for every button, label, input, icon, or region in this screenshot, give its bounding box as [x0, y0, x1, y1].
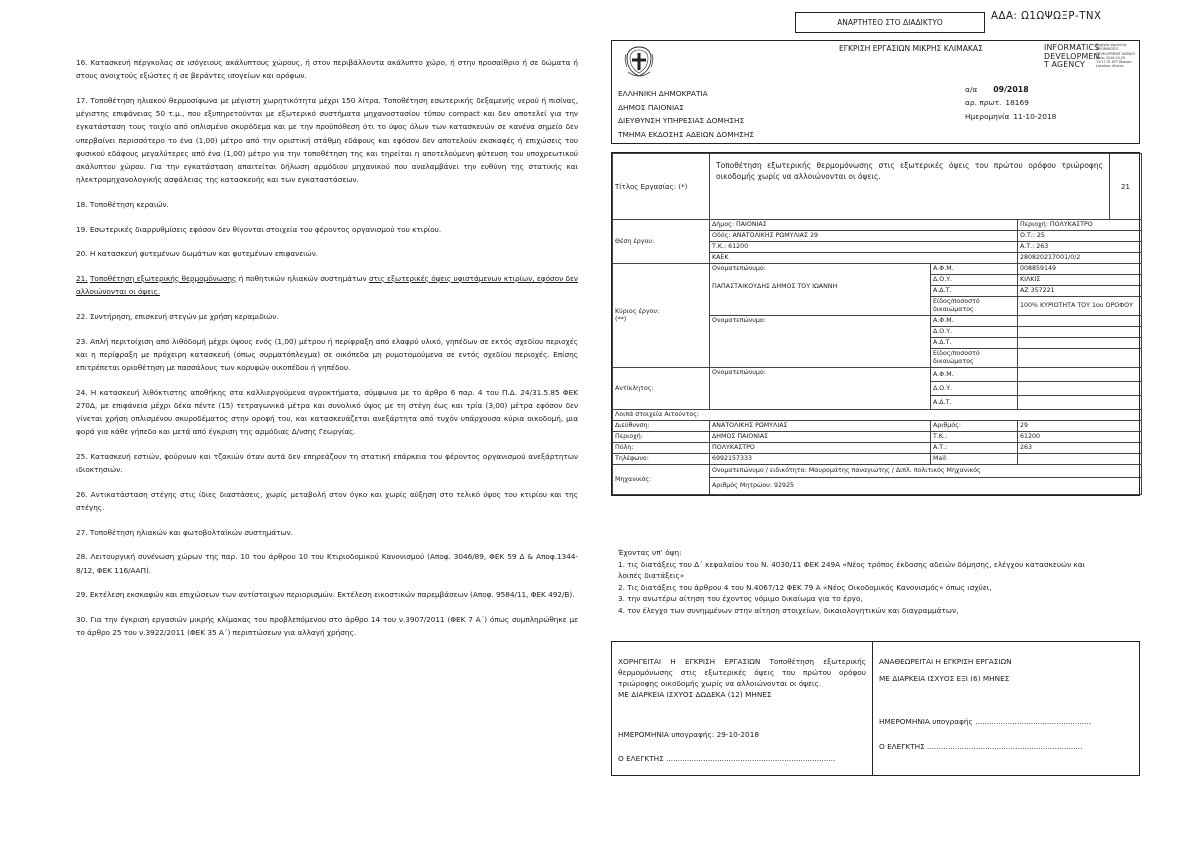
owner-name-value: ΠΑΠΑΣΤΑΙΚΟΥΔΗΣ ΔΗΜΟΣ ΤΟΥ ΙΩΑΝΝΗ [712, 283, 838, 290]
item-18: 18. Τοποθέτηση κεραιών. [76, 199, 169, 209]
agent-label: Αντίκλητος: [613, 368, 710, 410]
owner-afm-value: 008859149 [1018, 264, 1142, 275]
location-tk: Τ.Κ.: 61200 [710, 242, 1018, 253]
engineer-name: Ονοματεπώνυμο / ειδικότητα: Μαυρομάτης παναγιώτης / Διπλ. πολιτικός Μηχανικός [710, 465, 1142, 478]
work-title-text: Τοποθέτηση εξωτερικής θερμομόνωσης στις εξωτερικές όψεις του πρώτου ορόφου τριώροφης οικοδομής χωρίς να αλλοιώνονται οι όψεις. [710, 154, 1110, 220]
org-line: ΔΗΜΟΣ ΠΑΙΟΝΙΑΣ [618, 102, 684, 112]
signing-agency [1044, 44, 1100, 70]
signature-box [611, 641, 1140, 776]
owner-label-text: Κύριος έργου: [615, 307, 660, 315]
approval-inspector: Ο ΕΛΕΓΚΤΗΣ ......................................................................... [618, 754, 836, 763]
approval-validity: ΜΕ ΔΙΑΡΚΕΙΑ ΙΣΧΥΟΣ ΔΩΔΕΚΑ (12) ΜΗΝΕΣ [618, 690, 772, 699]
owner-note: (**) [615, 315, 627, 323]
agent-adt-value [1018, 396, 1142, 410]
ada-code: ΑΔΑ: Ω1ΩΨΩΞΡ-ΤΝΧ [991, 11, 1102, 22]
owner-adt-label: Α.Δ.Τ. [931, 286, 1018, 297]
owner2-afm-value [1018, 316, 1142, 327]
location-street: Οδός: ΑΝΑΤΟΛΙΚΗΣ ΡΩΜΥΛΙΑΣ 29 [710, 231, 1018, 242]
owner2-name-label: Ονοματεπώνυμο: [710, 316, 931, 368]
considering-item: λοιπές διατάξεις» [618, 571, 685, 581]
agent-afm-value [1018, 368, 1142, 382]
revision-validity: ΜΕ ΔΙΑΡΚΕΙΑ ΙΣΧΥΟΣ ΕΞΙ (6) ΜΗΝΕΣ [879, 674, 1010, 683]
item-21-num: 21. [76, 273, 88, 283]
aa-label: α/α [965, 85, 978, 94]
kaek-value: 280820217001/0/2 [1018, 253, 1142, 264]
publish-stamp: ΑΝΑΡΤΗΤΕΟ ΣΤΟ ΔΙΑΔΙΚΤΥΟ [795, 12, 985, 33]
contact-address-value: ΑΝΑΤΟΛΙΚΗΣ ΡΩΜΥΛΙΑΣ [710, 421, 931, 432]
location-ot: Ο.Τ.: 25 [1018, 231, 1142, 242]
approval-date: ΗΜΕΡΟΜΗΝΙΑ υπογραφής: 29-10-2018 [618, 730, 759, 739]
contact-at-label: Α.Τ.: [931, 443, 1018, 454]
item-17: 17. Τοποθέτηση ηλιακού θερμοσίφωνα με μέγιστη χωρητικότητα μέχρι 150 λίτρα. Τοποθέτηση εσωτερικής δεξαμενής νερού ή πισίνας, μέγιστης επιφάνειας 50 τ.μ., που εξυπηρετούνται με εξωτερικό συστήματα μηχανοστασίου τύπου compact και δεν αποτελεί για την εγκατάσταση τους τοιχίο από οπλισμένο σκυρόδεμα και με την προϋπόθεση ότι το ύψος όλων των κατασκευών σε κανένα σημείο δεν υπερβαίνει περισσότερο το ένα (1,00) μέτρο από την οριστική στάθμη εδάφους και εφόσον δεν αποτελούν εκσκαφές ή επιχώσεις του φυσικού εδάφους μεγαλύτερες από ένα (1,00) μέτρο για την τοποθέτηση της και τηρείται η αποτελούμενη φύτευση του υποχρεωτικού ακάλυπτου χώρου. Για την εγκατάσταση απαιτείται δήλωση αρμόδιου μηχανικού που αναλαμβάνει την ευθύνη της στατικής και ηλεκτρομηχανολογικής ασφάλειας της κατασκευής και των εγκαταστάσεων. [76, 95, 578, 185]
contact-phone-value: 6992157333 [710, 454, 931, 465]
considering-item: 3. την ανωτέρω αίτηση του έχοντος νόμιμο δικαίωμα για το έργο, [618, 594, 863, 604]
contact-title: Λοιπά στοιχεία Αιτούντος: [613, 410, 1142, 421]
contact-area-label: Περιοχή: [613, 432, 710, 443]
org-line: ΔΙΕΥΘΥΝΣΗ ΥΠΗΡΕΣΙΑΣ ΔΟΜΗΣΗΣ [618, 116, 745, 125]
owner-label [613, 264, 710, 368]
item-25: 25. Κατασκευή εστιών, φούρνων και τζακιών όταν αυτά δεν επηρεάζουν τη στατική επάρκεια του φέροντος οργανισμού ανεξάρτητων ιδιοκτησιών. [76, 451, 578, 475]
item-22: 22. Συντήρηση, επισκευή στεγών με χρήση κεραμιδιών. [76, 311, 279, 321]
contact-phone-label: Τηλέφωνο: [613, 454, 710, 465]
considering-title: Έχοντας υπ’ όψη: [618, 548, 682, 557]
owner-doy-label: Δ.Ο.Υ. [931, 275, 1018, 286]
org-line: ΕΛΛΗΝΙΚΗ ΔΗΜΟΚΡΑΤΙΑ [618, 89, 708, 98]
agent-adt-label: Α.Δ.Τ. [931, 396, 1018, 410]
agent-afm-label: Α.Φ.Μ. [931, 368, 1018, 382]
owner2-right-value [1018, 349, 1142, 368]
digital-signature-note: Digitally signed by INFORMATICS DEVELOPMENT AGENCY Date: 2018.10.29 13:17:31 EET Reason: Location: Athens [1096, 43, 1136, 69]
agency-line: T AGENCY [1044, 60, 1085, 70]
considering-item: 4. τον έλεγχο των συνημμένων στην αίτηση στοιχείων, δικαιολογητικών και διαγραμμάτων, [618, 605, 959, 615]
contact-area-value: ΔΗΜΟΣ ΠΑΙΟΝΙΑΣ [710, 432, 931, 443]
owner2-doy-label: Δ.Ο.Υ. [931, 327, 1018, 338]
contact-at-value: 263 [1018, 443, 1142, 454]
contact-number-label: Αριθμός: [931, 421, 1018, 432]
agent-doy-value [1018, 382, 1142, 396]
item-21-lead: Τοποθέτηση εξωτερικής θερμομόνωσης [89, 273, 237, 283]
agency-line: DEVELOPMEN [1044, 51, 1100, 61]
approval-text: ΧΟΡΗΓΕΙΤΑΙ Η ΕΓΚΡΙΣΗ ΕΡΓΑΣΙΩΝ Τοποθέτηση εξωτερικής θερμομόνωσης στις εξωτερικές όψεις του πρώτου ορόφου τριώροφης οικοδομής χωρίς να αλλοιώνονται οι όψεις. [618, 657, 866, 688]
aa-value: 09/2018 [993, 85, 1029, 94]
prot-value: 18169 [1005, 98, 1029, 108]
contact-city-value: ΠΟΛΥΚΑΣΤΡΟ [710, 443, 931, 454]
owner-doy-value: ΚΙΛΚΙΣ [1018, 275, 1142, 286]
owner-name-label: Ονοματεπώνυμο: [712, 265, 766, 272]
item-28: 28. Λειτουργική συνένωση χώρων της παρ. 10 του άρθρου 10 του Κτιριοδομικού Κανονισμού (Αποφ. 3046/89, ΦΕΚ 59 Δ & Αποφ.1344-8/12, ΦΕΚ 116/ΑΑΠ). [76, 552, 578, 575]
location-area: Περιοχή: ΠΟΛΥΚΑΣΤΡΟ [1018, 220, 1142, 231]
location-at: Α.Τ.: 263 [1018, 242, 1142, 253]
item-29: 29. Εκτέλεση εκσκαφών και επιχώσεων των αντίστοιχων περιορισμών. Εκτέλεση εικοστικών παρεμβάσεων (Αποφ. 9584/11, ΦΕΚ 492/Β). [76, 590, 575, 600]
contact-number-value: 29 [1018, 421, 1142, 432]
engineer-registry: Αριθμός Μητρώου: 92925 [710, 478, 1142, 495]
item-19: 19. Εσωτερικές διαρρυθμίσεις εφόσον δεν θίγονται στοιχεία του φέροντος οργανισμού του κτιρίου. [76, 224, 442, 234]
owner2-adt-label: Α.Δ.Τ. [931, 338, 1018, 349]
revision-column [873, 642, 1141, 775]
date-value: 11-10-2018 [1013, 111, 1057, 121]
contact-mail-label: Mail: [931, 454, 1018, 465]
left-column [76, 56, 578, 651]
organization-block [618, 87, 754, 141]
item-24: 24. Η κατασκευή λιθόκτιστης αποθήκης στα καλλιεργούμενα αγροκτήματα, σύμφωνα με το άρθρο 6 παρ. 4 του Π.Δ. 24/31.5.85 ΦΕΚ 270Δ, με επιφάνεια μέχρι δέκα πέντε (15) τετραγωνικά μέτρα και συνολικό ύψος με τη στέγη έως και τρία (3,00) μέτρα εφόσον δεν γίνεται χρήση οπλισμένου σκυροδέματος στην οροφή του, και κατασκευάζεται ανεξάρτητα από τυχόν υπάρχουσα κύρια οικοδομή, μια φορά για κάθε γήπεδο και μετά από έγκριση της αρμόδιας Δ/νσης Γεωργίας. [76, 387, 578, 437]
item-21-mid: ή ποθητικών ηλιακών συστημάτων [236, 273, 369, 283]
item-21 [76, 272, 578, 298]
considering-item: 1. τις διατάξεις του Δ΄ κεφαλαίου του Ν. 4030/11 ΦΕΚ 249Α «Νέος τρόπος έκδοσης αδειών δόμησης, ελέγχου κατασκευών και [618, 559, 1086, 569]
revision-date: ΗΜΕΡΟΜΗΝΙΑ υπογραφής .................................................. [879, 717, 1092, 726]
contact-city-label: Πόλη: [613, 443, 710, 454]
document-header [611, 40, 1140, 144]
details-table [611, 152, 1140, 496]
location-municipality: Δήμος: ΠΑΙΟΝΙΑΣ [710, 220, 1018, 231]
revision-title: ΑΝΑΘΕΩΡΕΙΤΑΙ Η ΕΓΚΡΙΣΗ ΕΡΓΑΣΙΩΝ [879, 657, 1012, 666]
item-27: 27. Τοποθέτηση ηλιακών και φωτοβολταϊκών συστημάτων. [76, 527, 293, 537]
location-label: Θέση έργου: [613, 220, 710, 264]
item-23: 23. Απλή περιτοίχιση από λιθόδομή μέχρι ύψους ενός (1,00) μέτρου ή περίφραξη από ελαφρύ υλικό, γηπέδων σε εκτός σχεδίου περιοχές και η περίφραξη με πρόχειρη κατασκευή (όπως συρματόπλεγμα) σε οικόπεδα μη ρυμοτομούμενα σε εντός σχεδίου περιοχές. Επίσης επιτρέπεται οριοθέτηση με πασσάλους των κορυφών οικοπέδου ή γηπέδου. [76, 336, 578, 372]
item-26: 26. Αντικατάσταση στέγης στις ίδιες διαστάσεις, χωρίς μεταβολή στον όγκο και χωρίς αύξηση στο τελικό ύψος του κτιρίου και της στέγης. [76, 489, 578, 513]
item-16: 16. Κατασκευή πέργκολας σε ισόγειους ακάλυπτους χώρους, ή στον περιβάλλοντα ακάλυπτο χώρο, ή στην προσαίθριο ή σε δώματα ή στους ανοιχτούς εξώστες ή σε βεράντες ισογείων και ορόφων. [76, 58, 578, 81]
item-20: 20. Η κατασκευή φυτεμένων δωμάτων και φυτεμένων επιφανειών. [76, 249, 319, 259]
agency-line: INFORMATICS [1044, 43, 1100, 52]
agent-name-label: Ονοματεπώνυμο: [710, 368, 931, 410]
work-title-label: Τίτλος Εργασίας: (*) [613, 154, 710, 220]
engineer-label: Μηχανικός: [613, 465, 710, 495]
document-meta [965, 83, 1056, 123]
owner2-doy-value [1018, 327, 1142, 338]
org-line: ΤΜΗΜΑ ΕΚΔΟΣΗΣ ΑΔΕΙΩΝ ΔΟΜΗΣΗΣ [618, 129, 755, 139]
owner-afm-label: Α.Φ.Μ. [931, 264, 1018, 275]
document-title: ΕΓΚΡΙΣΗ ΕΡΓΑΣΙΩΝ ΜΙΚΡΗΣ ΚΛΙΜΑΚΑΣ [839, 44, 983, 53]
owner-right-label: Είδος/ποσοστό δικαιώματος [931, 297, 1018, 316]
item-30: 30. Για την έγκριση εργασιών μικρής κλίμακας του προβλεπόμενου στο άρθρο 14 του ν.3907/2011 (ΦΕΚ 7 Α΄) όπως συμπληρώθηκε με το άρθρο 25 του ν.3922/2011 (ΦΕΚ 35 Α΄) περιπτώσεων για αλλαγή χρήσης. [76, 615, 578, 638]
owner2-afm-label: Α.Φ.Μ. [931, 316, 1018, 327]
considering-block [618, 547, 1140, 617]
date-label: Ημερομηνία [965, 111, 1010, 121]
contact-tk-value: 61200 [1018, 432, 1142, 443]
owner2-adt-value [1018, 338, 1142, 349]
considering-item: 2. Τις διατάξεις του άρθρου 4 του Ν.4067/12 ΦΕΚ 79 Α «Νέος Οικοδομικός Κανονισμός» όπως ισχύει, [618, 582, 992, 592]
item-21-tail: στις εξωτερικές όψεις υφιστάμενων κτιρίων, εφόσον δεν αλλοιώνονται οι όψεις. [76, 273, 578, 297]
agent-doy-label: Δ.Ο.Υ. [931, 382, 1018, 396]
greek-coat-of-arms-icon [623, 45, 655, 79]
approval-column [612, 642, 873, 775]
contact-tk-label: Τ.Κ.: [931, 432, 1018, 443]
contact-address-label: Διεύθυνση: [613, 421, 710, 432]
owner-right-value: 100% ΚΥΡΙΟΤΗΤΑ ΤΟΥ 1ου ΟΡΟΦΟΥ [1018, 297, 1142, 316]
work-title-number: 21 [1110, 154, 1142, 220]
owner-name-cell [710, 264, 931, 316]
owner-adt-value: ΑΖ 357221 [1018, 286, 1142, 297]
revision-inspector: Ο ΕΛΕΓΚΤΗΣ ................................................................... [879, 742, 1083, 751]
owner2-right-label: Είδος/ποσοστό δικαιώματος [931, 349, 1018, 368]
prot-label: αρ. πρωτ. [965, 98, 1002, 108]
kaek-label: ΚΑΕΚ [710, 253, 1018, 264]
contact-mail-value [1018, 454, 1142, 465]
